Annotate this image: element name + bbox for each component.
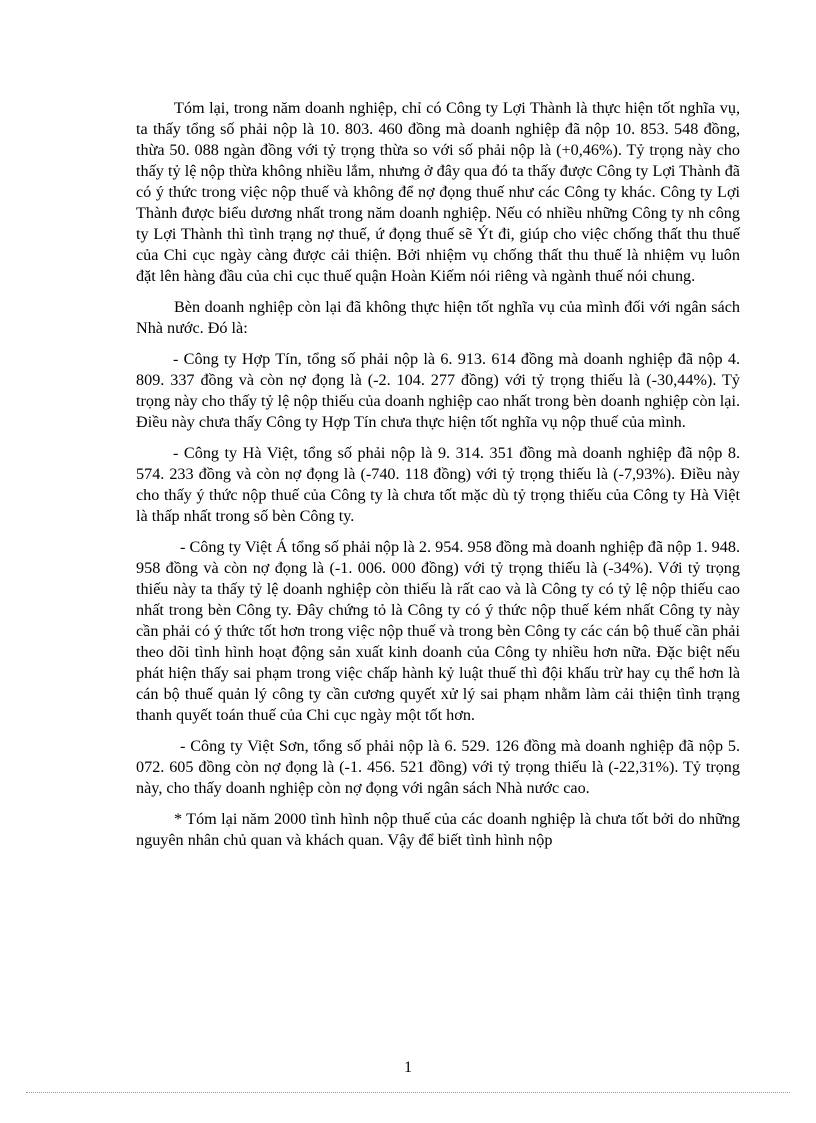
page-number: 1 <box>404 1059 412 1076</box>
paragraph-viet-son: - Công ty Việt Sơn, tổng số phải nộp là 6. 529. 126 đồng mà doanh nghiệp đã nộp 5. 072. 605 đồng còn nợ đọng là (-1. 456. 521 đồng) với tỷ trọng thiếu là (-22,31%). Tỷ trọng này, cho thấy doanh nghiệp còn nợ đọng với ngân sách Nhà nước cao. <box>136 737 740 797</box>
paragraph-conclusion-2000: * Tóm lại năm 2000 tình hình nộp thuế của các doanh nghiệp là chưa tốt bởi do những nguyên nhân chủ quan và khách quan. Vậy để biết tình hình nộp <box>136 810 740 849</box>
page-bottom-divider <box>26 1092 790 1093</box>
paragraph-viet-a: - Công ty Việt Á tổng số phải nộp là 2. 954. 958 đồng mà doanh nghiệp đã nộp 1. 948. 958 đồng và còn nợ đọng là (-1. 006. 000 đồng) với tỷ trọng thiếu là (-34%). Với tỷ trọng thiếu này ta thấy tỷ lệ doanh nghiệp còn thiếu là rất cao và là Công ty có tỷ lệ nộp thiếu cao nhất trong bèn Công ty. Đây chứng tỏ là Công ty có ý thức nộp thuế kém nhất Công ty này cần phải có ý thức tốt hơn trong việc nộp thuế và trong bèn Công ty các cán bộ thuế cần phải theo dõi tình hình hoạt động sản xuất kinh doanh của Công ty nhiều hơn nữa. Đặc biệt nếu phát hiện thấy sai phạm trong việc chấp hành kỷ luật thuế thì đội khấu trừ hay cụ thể hơn là cán bộ thuế quản lý công ty cần cương quyết xử lý sai phạm nhằm làm cải thiện tình trạng thanh quyết toán thuế của Chi cục ngày một tốt hơn. <box>136 538 740 724</box>
paragraph-summary-loi-thanh: Tóm lại, trong năm doanh nghiệp, chỉ có Công ty Lợi Thành là thực hiện tốt nghĩa vụ, ta thấy tổng số phải nộp là 10. 803. 460 đồng mà doanh nghiệp đã nộp 10. 853. 548 đồng, thừa 50. 088 ngàn đồng với tỷ trọng thừa so với số phải nộp là (+0,46%). Tỷ trọng này cho thấy tỷ lệ nộp thừa không nhiều lắm, nhưng ở đây qua đó ta thấy được Công ty Lợi Thành đã có ý thức trong việc nộp thuế và không để nợ đọng thuế như các Công ty khác. Công ty Lợi Thành được biểu dương nhất trong năm doanh nghiệp. Nếu có nhiều những Công ty nh công ty Lợi Thành thì tình trạng nợ thuế, ứ đọng thuế sẽ Ýt đi, giúp cho việc chống thất thu thuế của Chi cục ngày càng được cải thiện. Bởi nhiệm vụ chống thất thu thuế là nhiệm vụ luôn đặt lên hàng đầu của chi cục thuế quận Hoàn Kiếm nói riêng và ngành thuế nói chung. <box>136 99 740 285</box>
document-body <box>136 98 740 861</box>
paragraph-ha-viet: - Công ty Hà Việt, tổng số phải nộp là 9. 314. 351 đồng mà doanh nghiệp đã nộp 8. 574. 233 đồng và còn nợ đọng là (-740. 118 đồng) với tỷ trọng thiếu là (-7,93%). Điều này cho thấy ý thức nộp thuế của Công ty là chưa tốt mặc dù tỷ trọng thiếu của Công ty Hà Việt là thấp nhất trong số bèn Công ty. <box>136 444 740 525</box>
paragraph-remaining-enterprises: Bèn doanh nghiệp còn lại đã không thực hiện tốt nghĩa vụ của mình đối với ngân sách Nhà nước. Đó là: <box>136 298 740 337</box>
paragraph-hop-tin: - Công ty Hợp Tín, tổng số phải nộp là 6. 913. 614 đồng mà doanh nghiệp đã nộp 4. 809. 337 đồng và còn nợ đọng là (-2. 104. 277 đồng) với tỷ trọng thiếu là (-30,44%). Tỷ trọng này cho thấy tỷ lệ nộp thiếu của doanh nghiệp cao nhất trong bèn doanh nghiệp còn lại. Điều này chưa thấy Công ty Hợp Tín chưa thực hiện tốt nghĩa vụ nộp thuế của mình. <box>136 350 740 431</box>
